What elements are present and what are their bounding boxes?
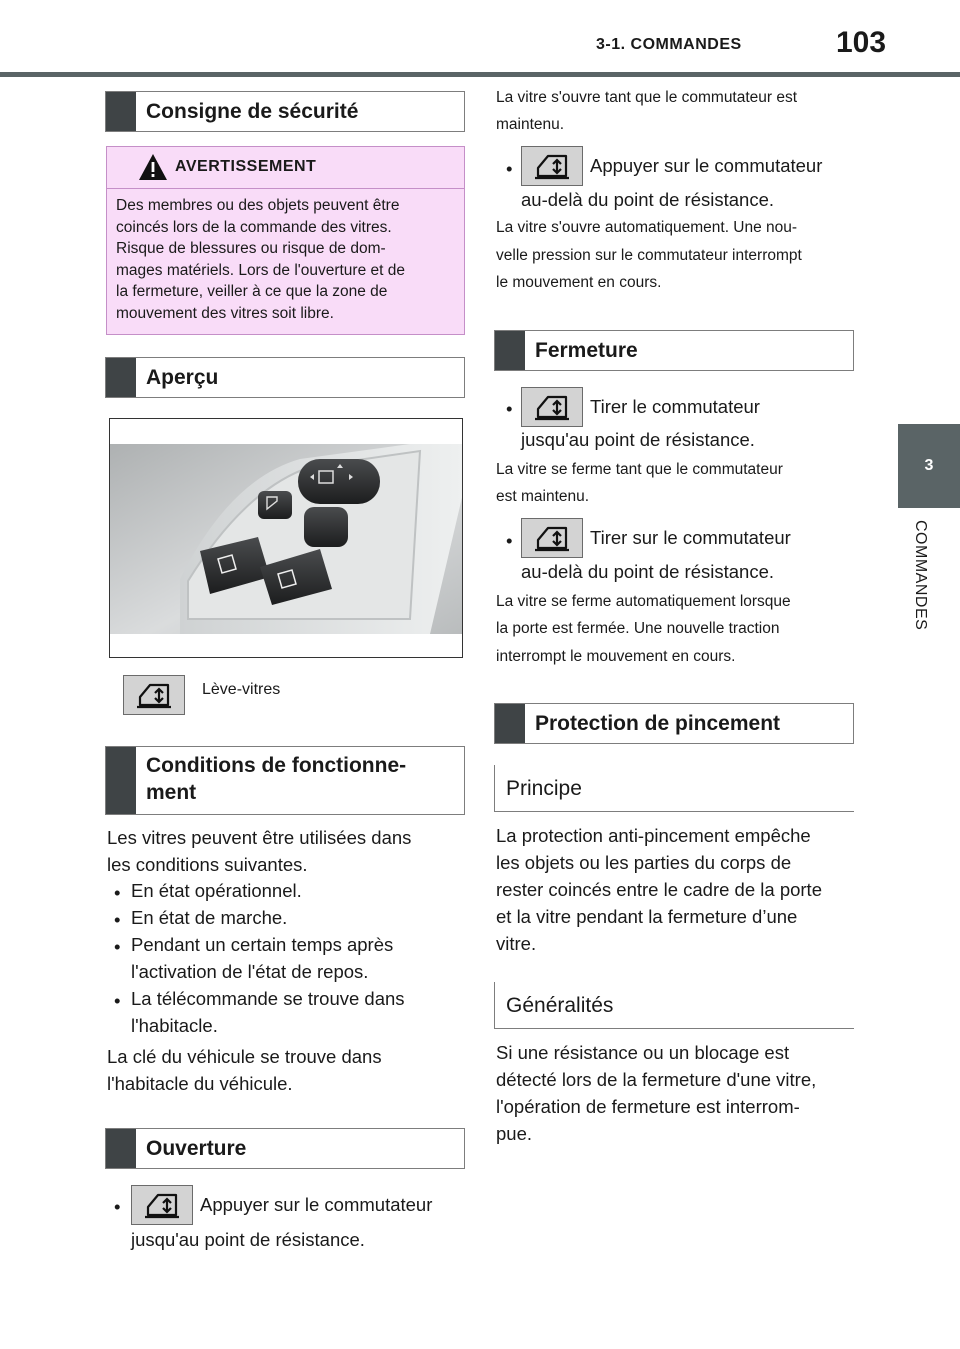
warning-line: coincés lors de la commande des vitres.	[116, 218, 392, 236]
step-text: jusqu'au point de résistance.	[521, 429, 755, 450]
subsection-generalites	[494, 982, 854, 1029]
paragraph-line: l'habitacle du véhicule.	[107, 1073, 293, 1094]
note-line: maintenu.	[496, 116, 565, 133]
section-heading: Fermeture	[535, 339, 638, 362]
section-apercu	[105, 357, 465, 398]
paragraph-line: les conditions suivantes.	[107, 854, 308, 875]
paragraph-line: Les vitres peuvent être utilisées dans	[107, 827, 412, 848]
bullet-marker: •	[114, 909, 121, 930]
note-line: le mouvement en cours.	[496, 274, 662, 291]
section-heading: Ouverture	[146, 1137, 247, 1160]
note-line: La vitre se ferme automatiquement lorsque	[496, 593, 791, 610]
section-bar	[495, 331, 525, 370]
warning-text	[107, 189, 464, 324]
page-number: 103	[836, 26, 887, 59]
window-switch-icon	[521, 146, 583, 186]
section-bar	[106, 1129, 136, 1168]
step-text: jusqu'au point de résistance.	[131, 1229, 365, 1250]
section-heading-line1: Conditions de fonctionne-	[146, 754, 407, 777]
section-fermeture	[494, 330, 854, 371]
warning-line: la fermeture, veiller à ce que la zone de	[116, 283, 388, 300]
paragraph-line: pue.	[496, 1123, 533, 1144]
note-line: la porte est fermée. Une nouvelle traction	[496, 620, 780, 637]
note-line: est maintenu.	[496, 488, 590, 505]
chapter-label: COMMANDES	[912, 520, 929, 631]
bullet-marker: •	[114, 1196, 121, 1217]
step-text: Appuyer sur le commutateur	[200, 1194, 433, 1215]
note-line: La vitre se ferme tant que le commutateur	[496, 461, 783, 478]
list-item: La télécommande se trouve dans	[131, 988, 405, 1009]
list-item: En état opérationnel.	[131, 880, 302, 901]
paragraph-line: La clé du véhicule se trouve dans	[107, 1046, 382, 1067]
bullet-marker: •	[114, 990, 121, 1011]
step-text: Appuyer sur le commutateur	[590, 155, 823, 176]
chapter-number: 3	[924, 457, 934, 474]
header-rule	[0, 72, 960, 77]
step-text: Tirer le commutateur	[590, 396, 760, 417]
bullet-marker: •	[506, 530, 513, 551]
warning-triangle-icon	[137, 152, 169, 182]
section-heading: Consigne de sécurité	[146, 100, 359, 123]
section-ouverture	[105, 1128, 465, 1169]
paragraph-line: Si une résistance ou un blocage est	[496, 1042, 790, 1063]
window-switch-icon	[521, 387, 583, 427]
bullet-marker: •	[114, 936, 121, 957]
running-header: 3-1. COMMANDES	[596, 36, 742, 53]
warning-line: mages matériels. Lors de l'ouverture et de	[116, 261, 405, 279]
list-item: En état de marche.	[131, 907, 288, 928]
warning-line: mouvement des vitres soit libre.	[116, 304, 334, 322]
list-item: Pendant un certain temps après	[131, 934, 394, 955]
paragraph-line: l'opération de fermeture est interrom-	[496, 1096, 800, 1117]
note-line: La vitre s'ouvre tant que le commutateur est	[496, 89, 798, 106]
list-item-continuation: l'activation de l'état de repos.	[131, 961, 369, 982]
section-bar	[495, 704, 525, 743]
paragraph-line: vitre.	[496, 933, 537, 954]
subsection-title: Généralités	[506, 994, 614, 1017]
section-heading-line2: ment	[146, 781, 197, 804]
note-line: interrompt le mouvement en cours.	[496, 648, 736, 665]
list-item-continuation: l'habitacle.	[131, 1015, 218, 1036]
section-consigne-securite	[105, 91, 465, 132]
paragraph-line: détecté lors de la fermeture d'une vitre,	[496, 1069, 817, 1090]
paragraph-line: et la vitre pendant la fermeture d’une	[496, 906, 798, 927]
section-bar	[106, 747, 136, 814]
section-heading: Aperçu	[146, 366, 219, 389]
window-switch-icon	[123, 675, 185, 715]
bullet-marker: •	[506, 398, 513, 419]
step-text: au-delà du point de résistance.	[521, 189, 775, 210]
warning-line: Risque de blessures ou risque de dom-	[116, 240, 386, 257]
step-text: au-delà du point de résistance.	[521, 561, 775, 582]
section-protection-pincement	[494, 703, 854, 744]
section-heading: Protection de pincement	[535, 712, 781, 735]
subsection-title: Principe	[506, 777, 582, 800]
chapter-side-label	[901, 520, 941, 660]
chapter-tab[interactable]	[898, 424, 960, 508]
note-line: velle pression sur le commutateur interrompt	[496, 247, 802, 264]
subsection-principe	[494, 765, 854, 812]
window-switch-photo	[109, 418, 463, 658]
bullet-marker: •	[114, 882, 121, 903]
bullet-marker: •	[506, 158, 513, 179]
warning-header	[107, 147, 464, 189]
paragraph-line: La protection anti-pincement empêche	[496, 825, 811, 846]
window-switch-icon	[131, 1185, 193, 1225]
step-text: Tirer sur le commutateur	[590, 527, 791, 548]
window-switch-icon	[521, 518, 583, 558]
section-bar	[106, 92, 136, 131]
warning-line: Des membres ou des objets peuvent être	[116, 197, 400, 214]
section-bar	[106, 358, 136, 397]
warning-label: AVERTISSEMENT	[175, 158, 317, 175]
door-panel-illustration	[110, 419, 463, 658]
note-line: La vitre s'ouvre automatiquement. Une nou-	[496, 219, 798, 236]
legend-label: Lève-vitres	[202, 681, 281, 698]
section-conditions	[105, 746, 465, 815]
paragraph-line: les objets ou les parties du corps de	[496, 852, 792, 873]
paragraph-line: rester coincés entre le cadre de la porte	[496, 879, 822, 900]
warning-box	[106, 146, 465, 335]
